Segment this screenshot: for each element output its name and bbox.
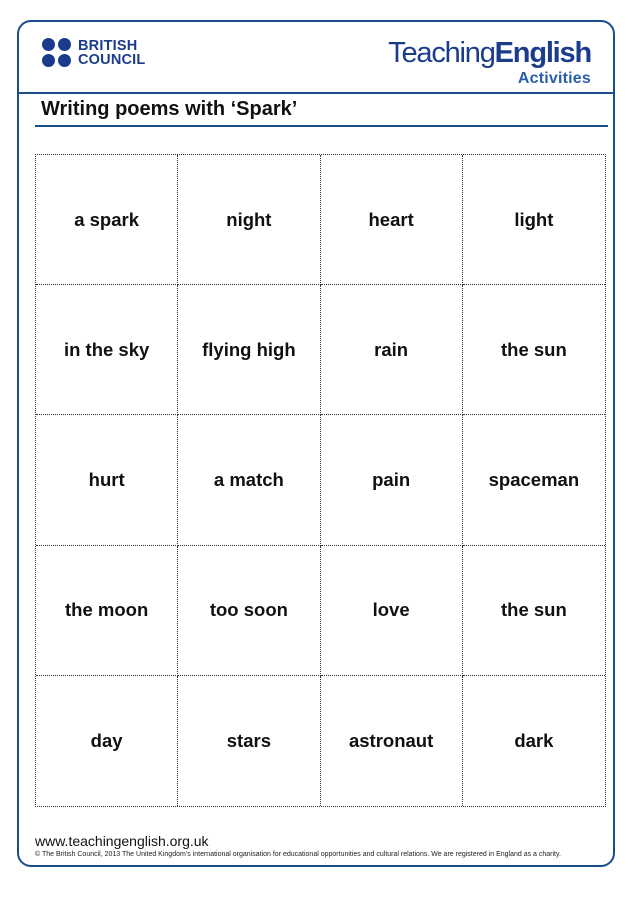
word-card: the sun — [463, 285, 605, 415]
footer-url[interactable]: www.teachingenglish.org.uk — [35, 833, 209, 849]
footer-copyright: © The British Council, 2013 The United Kingdom’s international organisation for educational opportunities and cultural relations. We are registered in England as a charity. — [35, 851, 561, 858]
word-card: night — [178, 155, 320, 285]
word-card: rain — [321, 285, 463, 415]
teaching-english-logo-light: Teaching — [388, 37, 495, 69]
british-council-logo-line2: COUNCIL — [78, 51, 146, 68]
word-card: in the sky — [36, 285, 178, 415]
word-card: spaceman — [463, 415, 605, 545]
word-card: heart — [321, 155, 463, 285]
word-card: astronaut — [321, 676, 463, 806]
word-card: light — [463, 155, 605, 285]
activities-label: Activities — [517, 70, 591, 87]
word-card-grid — [35, 154, 606, 807]
word-card: hurt — [36, 415, 178, 545]
teaching-english-logo-bold: English — [494, 37, 591, 69]
word-card: flying high — [178, 285, 320, 415]
word-card: a spark — [36, 155, 178, 285]
word-card: day — [36, 676, 178, 806]
word-card: love — [321, 546, 463, 676]
word-card: the moon — [36, 546, 178, 676]
british-council-dots-icon — [42, 38, 71, 67]
word-card: pain — [321, 415, 463, 545]
header-divider — [19, 92, 615, 94]
word-card: stars — [178, 676, 320, 806]
word-card: dark — [514, 729, 554, 751]
word-card: a match — [178, 415, 320, 545]
british-council-logo — [42, 38, 145, 67]
title-underline — [35, 125, 608, 127]
word-card: the sun — [463, 546, 605, 676]
word-card: too soon — [178, 546, 320, 676]
teaching-english-logo — [388, 38, 591, 88]
british-council-logo-line1: BRITISH — [78, 37, 138, 54]
page-title: Writing poems with ‘Spark’ — [41, 98, 298, 120]
